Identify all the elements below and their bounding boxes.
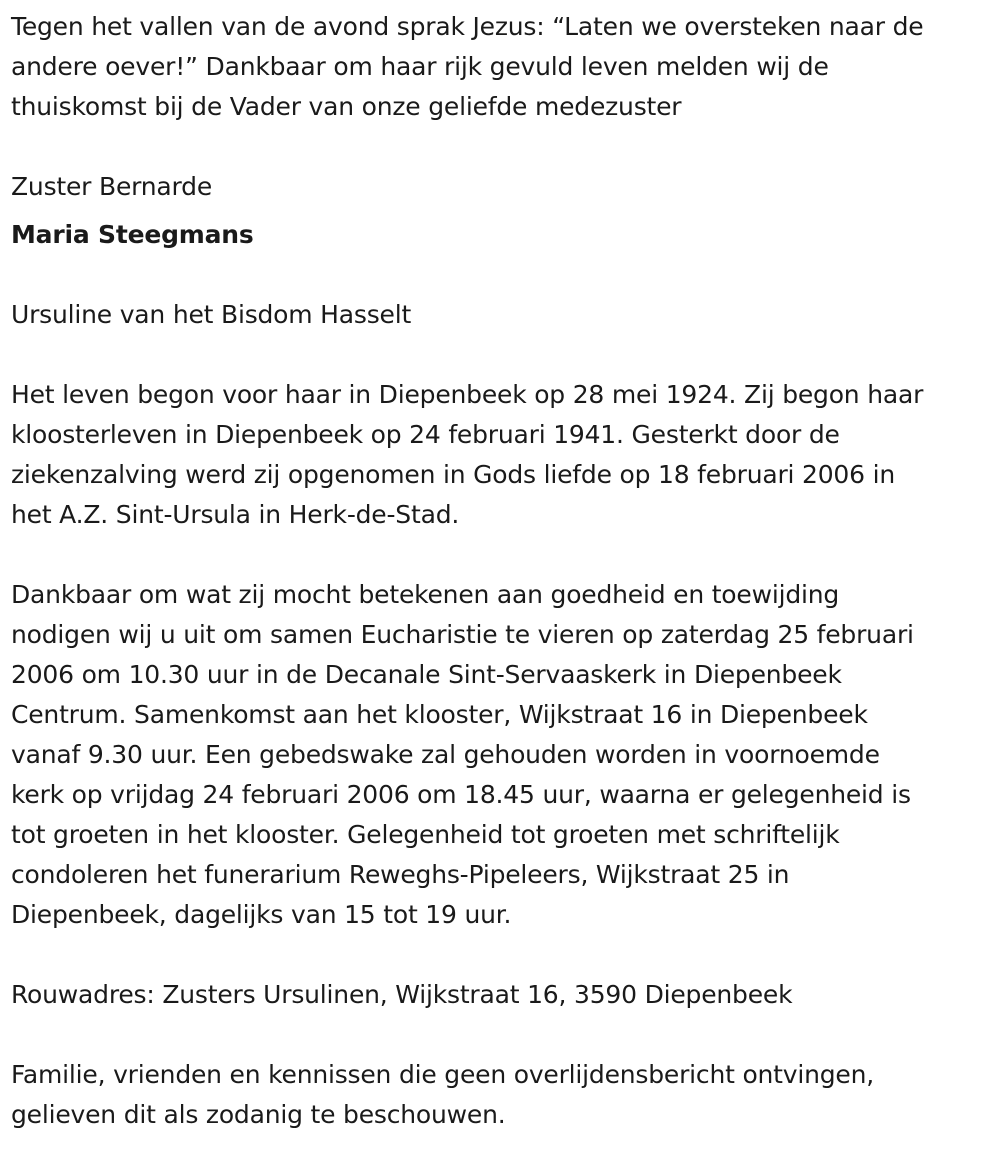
intro-paragraph: Tegen het vallen van de avond sprak Jezus: “Laten we oversteken naar de andere oever!” Dankbaar om haar rijk gevuld leven melden wij de thuiskomst bij de Vader van onze geliefde medezuster xyxy=(11,12,924,121)
order-line: Ursuline van het Bisdom Hasselt xyxy=(11,300,412,329)
spacer xyxy=(11,535,990,575)
spacer xyxy=(11,935,990,975)
invitation-paragraph: Dankbaar om wat zij mocht betekenen aan goedheid en toewijding nodigen wij u uit om samen Eucharistie te vieren op zaterdag 25 februari 2006 om 10.30 uur in de Decanale Sint-Servaaskerk in Diepenbeek Centrum. Samenkomst aan het klooster, Wijkstraat 16 in Diepenbeek vanaf 9.30 uur. Een gebedswake zal gehouden worden in voornoemde kerk op vrijdag 24 februari 2006 om 18.45 uur, waarna er gelegenheid is tot groeten in het klooster. Gelegenheid tot groeten met schriftelijk condoleren het funerarium Reweghs-Pipeleers, Wijkstraat 25 in Diepenbeek, dagelijks van 15 tot 19 uur. xyxy=(11,580,914,929)
spacer xyxy=(11,1015,990,1055)
life-paragraph: Het leven begon voor haar in Diepenbeek op 28 mei 1924. Zij begon haar kloosterleven in Diepenbeek op 24 februari 1941. Gesterkt door de ziekenzalving werd zij opgenomen in Gods liefde op 18 februari 2006 in het A.Z. Sint-Ursula in Herk-de-Stad. xyxy=(11,380,924,529)
spacer xyxy=(11,127,990,167)
religious-name: Zuster Bernarde xyxy=(11,172,213,201)
mourning-address: Rouwadres: Zusters Ursulinen, Wijkstraat 16, 3590 Diepenbeek xyxy=(11,980,793,1009)
spacer xyxy=(11,255,990,295)
spacer xyxy=(11,335,990,375)
full-name: Maria Steegmans xyxy=(11,220,254,249)
closing-paragraph: Familie, vrienden en kennissen die geen overlijdensbericht ontvingen, gelieven dit als zodanig te beschouwen. xyxy=(11,1060,875,1129)
